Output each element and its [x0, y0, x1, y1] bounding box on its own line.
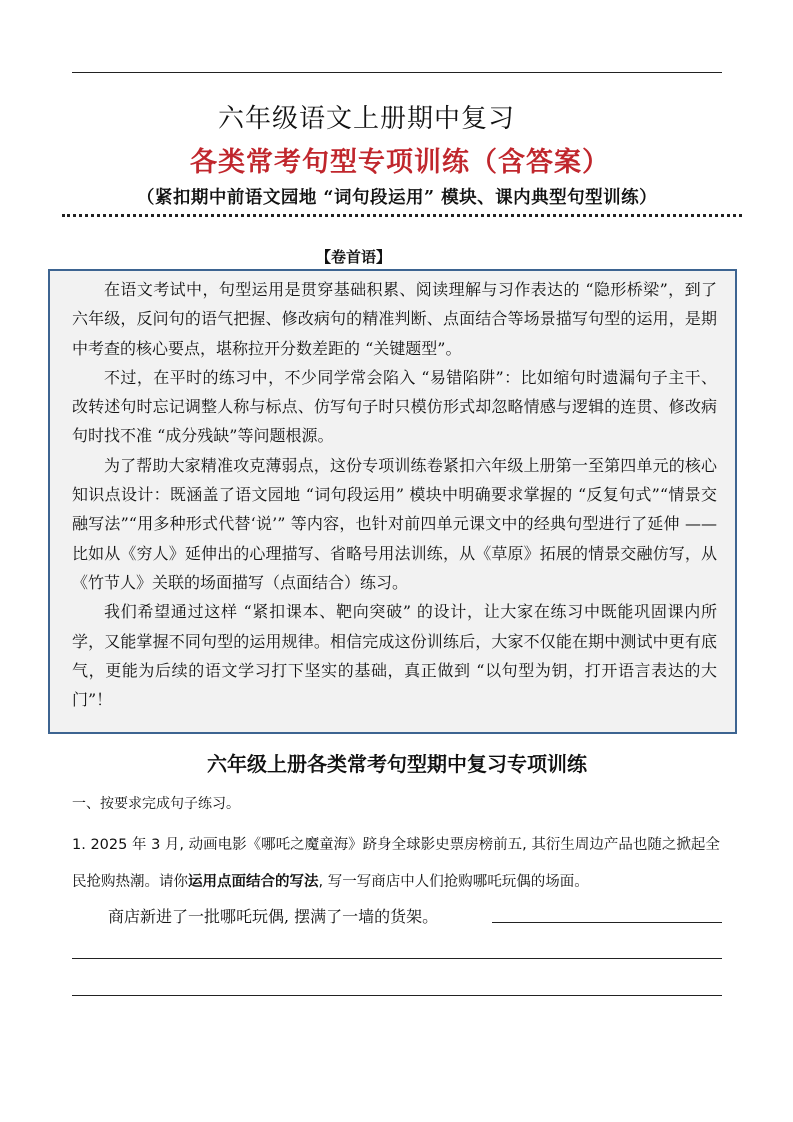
answer-prompt: 商店新进了一批哪吒玩偶, 摆满了一墙的货架。 [108, 907, 439, 926]
question-1-text-start: 1. 2025 年 3 月, 动画电影《哪吒之魔童海》跻身全球影史票房榜前五, 其衍生周边产品也随之掀起全民抢购热潮。请你 [72, 837, 720, 890]
question-1-requirement: 运用点面结合的写法 [188, 874, 319, 890]
preface-label: 【卷首语】 [316, 248, 392, 266]
answer-blank-line[interactable] [492, 922, 722, 923]
title-note: （紧扣期中前语文园地 “词句段运用” 模块、课内典型句型训练） [136, 188, 658, 208]
page-title: 六年级语文上册期中复习 [218, 104, 516, 134]
answer-blank-line[interactable] [72, 958, 722, 959]
part-title: 一、按要求完成句子练习。 [72, 796, 240, 812]
top-rule [72, 72, 722, 73]
preface-paragraph: 我们希望通过这样 “紧扣课本、靶向突破” 的设计，让大家在练习中既能巩固课内所学，又能掌握不同句型的运用规律。相信完成这份训练后，大家不仅能在期中测试中更有底气，更能为后续的语文学习打下坚实的基础，真正做到 “以句型为钥，打开语言表达的大门”！ [72, 602, 717, 710]
dotted-divider [62, 214, 742, 217]
question-1-text [72, 827, 724, 901]
preface-paragraph: 不过，在平时的练习中，不少同学常会陷入 “易错陷阱”：比如缩句时遗漏句子主干、改转述句时忘记调整人称与标点、仿写句子时只模仿形式却忽略情感与逻辑的连贯、修改病句时找不准 “成分残缺”等问题根源。 [72, 367, 717, 446]
page-subtitle: 各类常考句型专项训练（含答案） [190, 147, 610, 178]
section-heading: 六年级上册各类常考句型期中复习专项训练 [207, 752, 587, 776]
preface-box [48, 269, 737, 734]
answer-blank-line[interactable] [72, 995, 722, 996]
question-1-text-end: , 写一写商店中人们抢购哪吒玩偶的场面。 [318, 874, 589, 890]
preface-paragraph: 为了帮助大家精准攻克薄弱点，这份专项训练卷紧扣六年级上册第一至第四单元的核心知识点设计：既涵盖了语文园地 “词句段运用” 模块中明确要求掌握的 “反复句式”“情景交融写法”“用多种形式代替‘说’” 等内容，也针对前四单元课文中的经典句型进行了延伸 —— 比如从《穷人》延伸出的心理描写、省略号用法训练，从《草原》拓展的情景交融仿写，从《竹节人》关联的场面描写（点面结合）练习。 [72, 455, 717, 592]
preface-paragraph: 在语文考试中，句型运用是贯穿基础积累、阅读理解与习作表达的 “隐形桥梁”，到了六年级，反问句的语气把握、修改病句的精准判断、点面结合等场景描写句型的运用，是期中考查的核心要点，堪称拉开分数差距的 “关键题型”。 [72, 280, 717, 358]
